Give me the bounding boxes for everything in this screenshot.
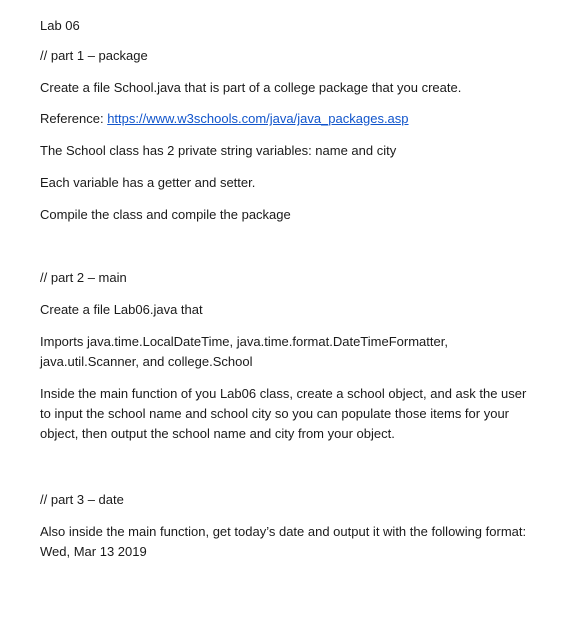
part3-heading: // part 3 – date [40, 492, 124, 507]
part1-paragraph-class: The School class has 2 private string variables: name and city [40, 143, 397, 158]
part1-reference [40, 109, 409, 129]
part2-paragraph-main: Inside the main function of you Lab06 class, create a school object, and ask the user to input the school name and school city so you can populate those items for your object, then output the school name and city from your object. [40, 386, 527, 441]
part1-heading: // part 1 – package [40, 48, 148, 63]
part3-paragraph-date: Also inside the main function, get today’s date and output it with the following format: Wed, Mar 13 2019 [40, 524, 527, 559]
reference-label: Reference: [40, 111, 108, 126]
part1-paragraph-getter: Each variable has a getter and setter. [40, 175, 256, 190]
part1-paragraph-compile: Compile the class and compile the package [40, 207, 291, 222]
reference-link[interactable]: https://www.w3schools.com/java/java_packages.asp [107, 111, 409, 126]
part2-paragraph-create: Create a file Lab06.java that [40, 302, 203, 317]
document-title: Lab 06 [40, 18, 80, 33]
part1-paragraph-create: Create a file School.java that is part of a college package that you create. [40, 80, 462, 95]
part2-paragraph-imports: Imports java.time.LocalDateTime, java.time.format.DateTimeFormatter, java.util.Scanner, and college.School [40, 334, 448, 369]
part2-heading: // part 2 – main [40, 270, 127, 285]
